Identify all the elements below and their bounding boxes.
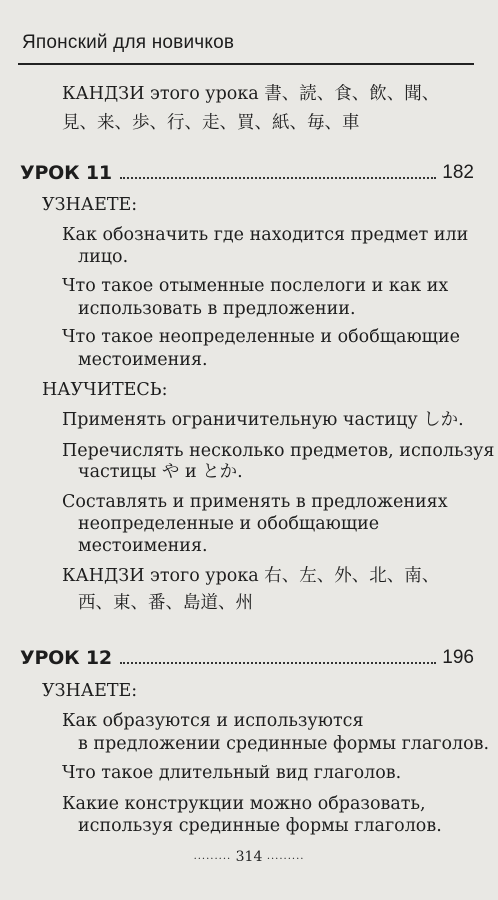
lesson-12-entry[interactable] bbox=[20, 643, 474, 669]
list-item: Что такое отыменные послелоги и как их bbox=[62, 276, 449, 296]
running-title: Японский для новичков bbox=[22, 32, 235, 53]
list-item-continuation: используя срединные формы глаголов. bbox=[78, 816, 442, 836]
header-rule bbox=[18, 63, 474, 65]
list-item-continuation: в предложении срединные формы глаголов. bbox=[78, 734, 490, 754]
list-item-continuation: местоимения. bbox=[78, 350, 208, 370]
list-item: Как обозначить где находится предмет или bbox=[62, 225, 469, 245]
lesson-12-title: УРОК 12 bbox=[20, 647, 112, 669]
learn-heading: УЗНАЕТЕ: bbox=[42, 681, 138, 701]
page-number-text: 314 bbox=[235, 849, 263, 865]
list-item-continuation: лицо. bbox=[78, 247, 129, 267]
list-item: Что такое длительный вид глаголов. bbox=[62, 763, 402, 783]
dot-leader bbox=[120, 662, 436, 664]
dot-leader bbox=[120, 177, 436, 179]
list-item: Как образуются и используются bbox=[62, 711, 364, 731]
lesson-11-title: УРОК 11 bbox=[20, 162, 112, 184]
list-item-continuation: частицы や и とか. bbox=[78, 462, 243, 482]
lesson-11-kanji-line: 西、東、番、島道、州 bbox=[78, 593, 253, 613]
lesson-11-entry[interactable] bbox=[20, 158, 474, 184]
learn-heading: УЗНАЕТЕ: bbox=[42, 195, 138, 215]
list-item-continuation: местоимения. bbox=[78, 536, 208, 556]
folio-dots-left: ......... bbox=[193, 851, 232, 862]
lesson-12-page: 196 bbox=[442, 647, 474, 668]
lesson-11-kanji-line: КАНДЗИ этого урока 右、左、外、北、南、 bbox=[62, 566, 440, 586]
list-item: Составлять и применять в предложениях bbox=[62, 492, 448, 512]
intro-kanji-line: 見、来、歩、行、走、買、紙、毎、車 bbox=[62, 113, 360, 133]
list-item: Применять ограничительную частицу しか. bbox=[62, 410, 464, 430]
skills-heading: НАУЧИТЕСЬ: bbox=[42, 380, 168, 400]
page-number bbox=[0, 849, 498, 865]
list-item: Что такое неопределенные и обобщающие bbox=[62, 327, 460, 347]
lesson-11-page: 182 bbox=[442, 162, 474, 183]
list-item-continuation: неопределенные и обобщающие bbox=[78, 514, 380, 534]
list-item: Какие конструкции можно образовать, bbox=[62, 794, 426, 814]
folio-dots-right: ......... bbox=[266, 851, 305, 862]
list-item-continuation: использовать в предложении. bbox=[78, 299, 356, 319]
list-item: Перечислять несколько предметов, используя bbox=[62, 441, 495, 461]
intro-kanji-line: КАНДЗИ этого урока 書、読、食、飲、聞、 bbox=[62, 84, 440, 104]
